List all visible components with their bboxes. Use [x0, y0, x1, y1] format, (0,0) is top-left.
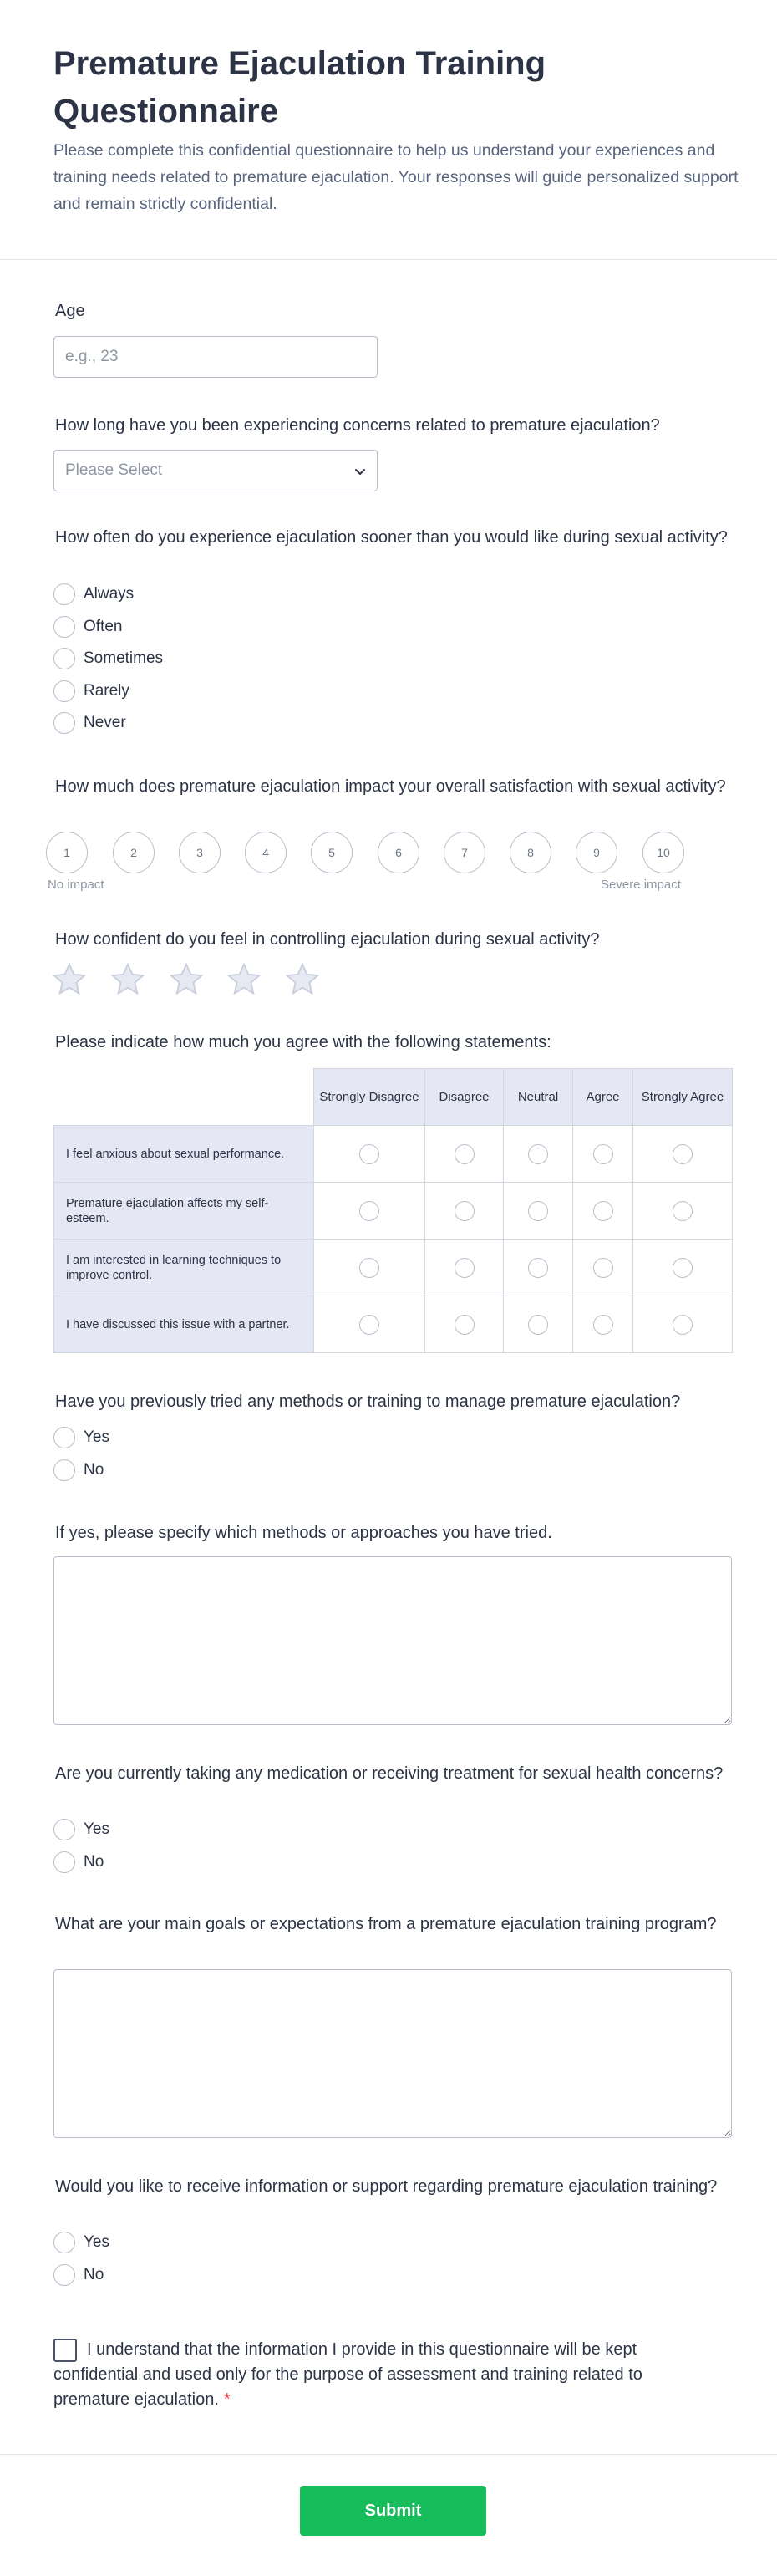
radio-button[interactable]	[53, 1851, 75, 1873]
frequency-option[interactable]	[53, 679, 130, 704]
matrix-radio[interactable]	[528, 1201, 548, 1221]
matrix-radio[interactable]	[455, 1144, 475, 1164]
radio-button[interactable]	[53, 648, 75, 669]
option-label: Always	[84, 585, 135, 603]
option-label: Yes	[84, 1820, 109, 1838]
scale-min-label: No impact	[48, 878, 104, 892]
radio-button[interactable]	[53, 1427, 75, 1448]
scale-option-2[interactable]: 2	[113, 832, 155, 873]
matrix-row	[54, 1296, 733, 1353]
info-support-option[interactable]	[53, 2263, 104, 2288]
radio-button[interactable]	[53, 680, 75, 702]
star-icon[interactable]	[109, 961, 146, 998]
matrix-column-header: Agree	[573, 1069, 633, 1126]
matrix-radio[interactable]	[593, 1144, 613, 1164]
option-label: Often	[84, 618, 123, 635]
matrix-row	[54, 1126, 733, 1183]
option-label: Never	[84, 714, 126, 731]
matrix-column-header: Strongly Agree	[633, 1069, 733, 1126]
matrix-radio[interactable]	[455, 1201, 475, 1221]
radio-button[interactable]	[53, 2232, 75, 2253]
consent-text: I understand that the information I provide in this questionnaire will be kept confidential and used only for the purpose of assessment and training related to premature ejaculation.	[53, 2340, 642, 2409]
matrix-row-header: I have discussed this issue with a partner.	[54, 1296, 314, 1353]
frequency-option[interactable]	[53, 614, 122, 639]
radio-button[interactable]	[53, 616, 75, 638]
option-label: Yes	[84, 2233, 109, 2251]
frequency-option[interactable]	[53, 646, 163, 671]
header-divider	[0, 259, 777, 260]
option-label: No	[84, 1853, 104, 1871]
matrix-radio[interactable]	[455, 1315, 475, 1335]
matrix-radio[interactable]	[593, 1201, 613, 1221]
matrix-radio[interactable]	[673, 1315, 693, 1335]
medication-option[interactable]	[53, 1817, 109, 1842]
star-icon[interactable]	[168, 961, 205, 998]
goals-label: What are your main goals or expectations from a premature ejaculation training program?	[55, 1915, 717, 1933]
option-label: No	[84, 1461, 104, 1479]
radio-button[interactable]	[53, 712, 75, 734]
radio-button[interactable]	[53, 583, 75, 605]
scale-option-1[interactable]: 1	[46, 832, 88, 873]
chevron-down-icon	[353, 465, 367, 478]
tried-methods-option[interactable]	[53, 1458, 104, 1483]
medication-label: Are you currently taking any medication or receiving treatment for sexual health concerns?	[55, 1764, 724, 1783]
matrix-row-header: I feel anxious about sexual performance.	[54, 1126, 314, 1183]
info-support-option[interactable]	[53, 2230, 109, 2255]
methods-detail-label: If yes, please specify which methods or approaches you have tried.	[55, 1524, 552, 1542]
confidence-label: How confident do you feel in controlling ejaculation during sexual activity?	[55, 930, 600, 949]
matrix-radio[interactable]	[528, 1258, 548, 1278]
matrix-row-header: I am interested in learning techniques to improve control.	[54, 1240, 314, 1296]
scale-option-6[interactable]: 6	[378, 832, 419, 873]
option-label: Rarely	[84, 682, 130, 700]
matrix-radio[interactable]	[528, 1144, 548, 1164]
matrix-row	[54, 1240, 733, 1296]
matrix-radio[interactable]	[359, 1315, 379, 1335]
agreement-label: Please indicate how much you agree with the following statements:	[55, 1033, 551, 1051]
scale-option-8[interactable]: 8	[510, 832, 551, 873]
scale-option-7[interactable]: 7	[444, 832, 485, 873]
matrix-column-header: Disagree	[425, 1069, 504, 1126]
scale-max-label: Severe impact	[601, 878, 681, 892]
star-icon[interactable]	[51, 961, 88, 998]
matrix-radio[interactable]	[593, 1258, 613, 1278]
frequency-option[interactable]	[53, 710, 126, 736]
matrix-radio[interactable]	[673, 1201, 693, 1221]
matrix-column-header: Strongly Disagree	[314, 1069, 425, 1126]
matrix-radio[interactable]	[593, 1315, 613, 1335]
matrix-column-header: Neutral	[504, 1069, 573, 1126]
radio-button[interactable]	[53, 2264, 75, 2286]
matrix-radio[interactable]	[359, 1144, 379, 1164]
required-marker: *	[223, 2390, 231, 2409]
matrix-radio[interactable]	[528, 1315, 548, 1335]
scale-option-3[interactable]: 3	[179, 832, 221, 873]
goals-textarea[interactable]	[53, 1969, 732, 2138]
option-label: Sometimes	[84, 649, 164, 667]
duration-select[interactable]	[53, 450, 378, 491]
scale-option-10[interactable]: 10	[642, 832, 684, 873]
star-icon[interactable]	[226, 961, 262, 998]
duration-label: How long have you been experiencing concerns related to premature ejaculation?	[55, 416, 660, 435]
tried-methods-label: Have you previously tried any methods or training to manage premature ejaculation?	[55, 1392, 681, 1411]
tried-methods-option[interactable]	[53, 1425, 109, 1450]
matrix-row	[54, 1183, 733, 1240]
option-label: No	[84, 2266, 104, 2283]
submit-button[interactable]: Submit	[300, 2486, 486, 2536]
form-title: Premature Ejaculation Training Questionnaire	[53, 45, 546, 130]
matrix-corner	[54, 1069, 314, 1126]
footer-divider	[0, 2454, 777, 2455]
age-label: Age	[55, 302, 85, 320]
option-label: Yes	[84, 1428, 109, 1446]
agreement-matrix	[53, 1068, 733, 1353]
matrix-radio[interactable]	[455, 1258, 475, 1278]
star-icon[interactable]	[284, 961, 321, 998]
matrix-row-header: Premature ejaculation affects my self-esteem.	[54, 1183, 314, 1240]
scale-option-4[interactable]: 4	[245, 832, 287, 873]
frequency-label: How often do you experience ejaculation sooner than you would like during sexual activity?	[55, 528, 728, 547]
form-description: Please complete this confidential questionnaire to help us understand your experiences and training needs related to premature ejaculation. Your responses will guide personalized support and remain strictly confidential.	[53, 141, 739, 213]
matrix-radio[interactable]	[673, 1258, 693, 1278]
matrix-radio[interactable]	[359, 1258, 379, 1278]
medication-option[interactable]	[53, 1850, 104, 1875]
frequency-option[interactable]	[53, 582, 134, 607]
methods-detail-textarea[interactable]	[53, 1556, 732, 1725]
form-header	[0, 0, 777, 259]
duration-select-value: Please Select	[65, 461, 163, 479]
radio-button[interactable]	[53, 1819, 75, 1840]
info-support-label: Would you like to receive information or support regarding premature ejaculation training?	[55, 2177, 718, 2196]
age-input[interactable]	[53, 336, 378, 378]
matrix-radio[interactable]	[673, 1144, 693, 1164]
matrix-radio[interactable]	[359, 1201, 379, 1221]
scale-option-9[interactable]: 9	[576, 832, 617, 873]
impact-label: How much does premature ejaculation impact your overall satisfaction with sexual activity?	[55, 777, 726, 796]
scale-option-5[interactable]: 5	[311, 832, 353, 873]
consent-text-block	[53, 2337, 655, 2412]
radio-button[interactable]	[53, 1459, 75, 1481]
